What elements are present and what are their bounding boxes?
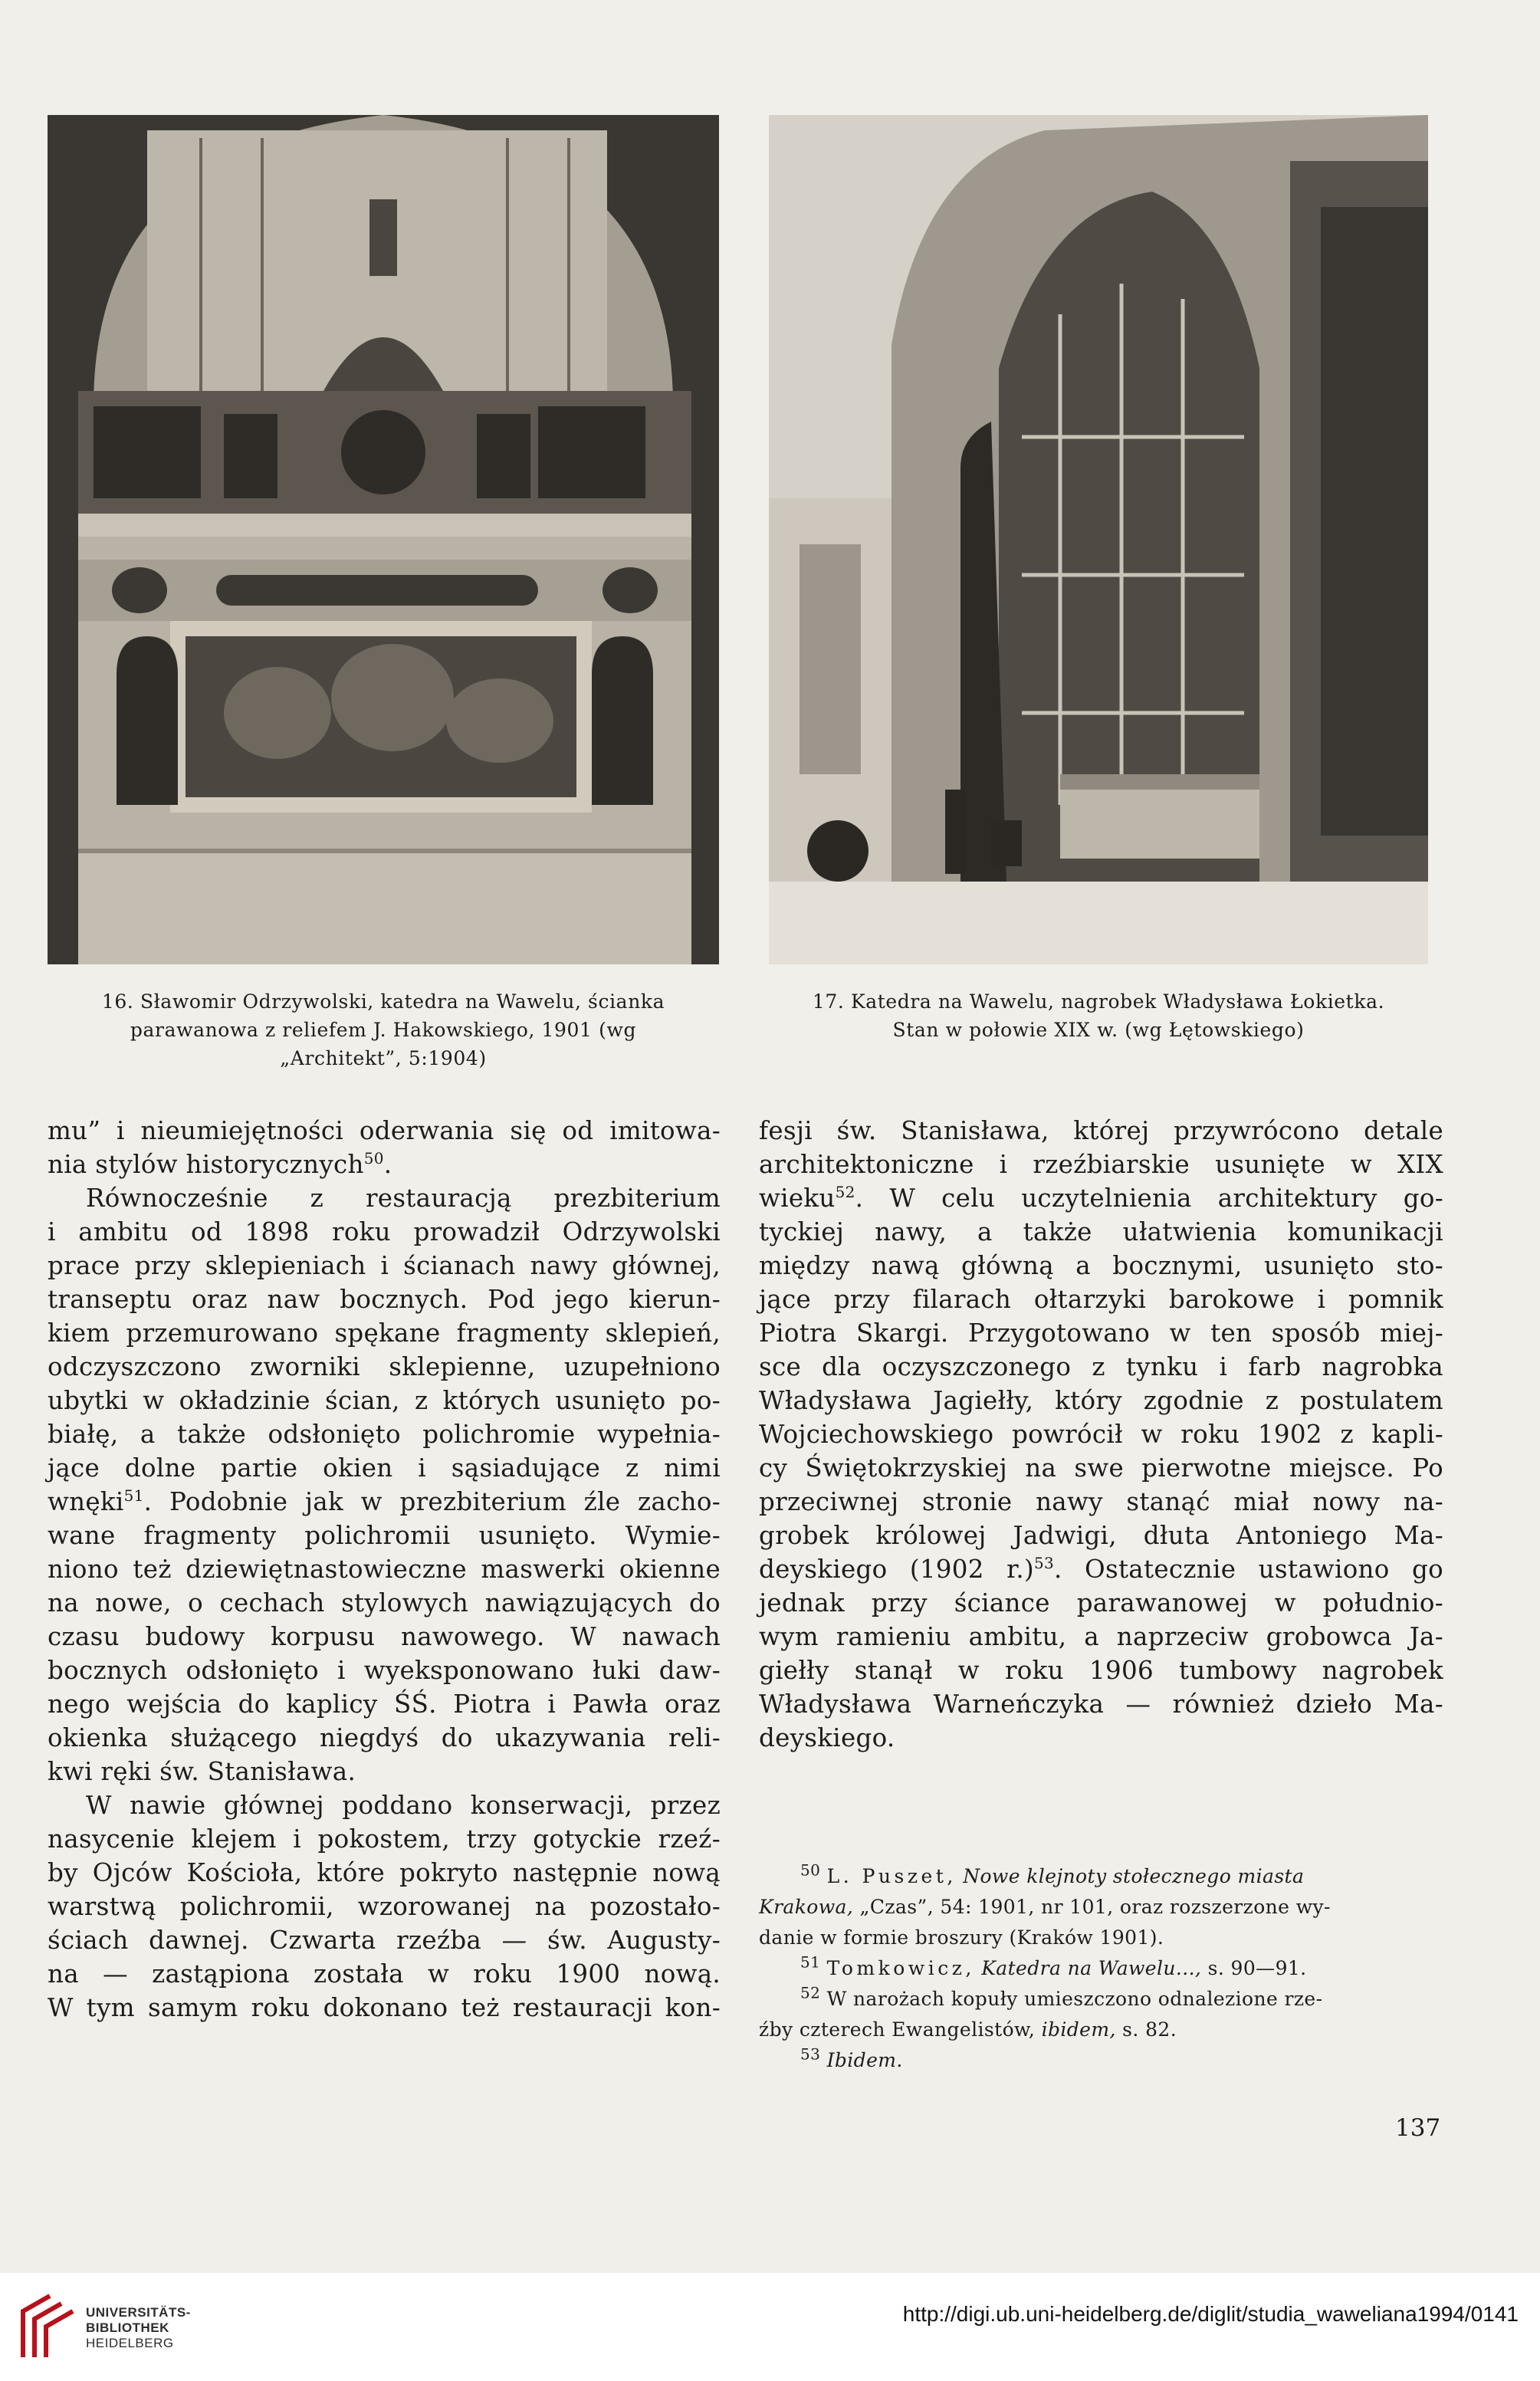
footnote-title: Katedra na Wawelu..., [981, 1957, 1202, 1979]
footnote-line [759, 1953, 1443, 1984]
footnote-number: 53 [800, 2044, 821, 2064]
text-run: nia stylów historycznych [48, 1150, 364, 1179]
text-run: . Podobnie jak w prezbiterium źle zacho- [143, 1487, 721, 1516]
text-run: między nawą główną a bocznymi, usunięto sto- [759, 1251, 1443, 1280]
text-line [48, 1181, 721, 1215]
text-line [48, 1350, 721, 1384]
text-line [759, 1384, 1443, 1417]
text-run: wym ramieniu ambitu, a naprzeciw grobowca Ja- [759, 1622, 1443, 1651]
text-run: Władysława Jagiełły, który zgodnie z postulatem [759, 1386, 1443, 1415]
footnote-text: źby czterech Ewangelistów, [759, 2018, 1042, 2041]
text-run: warstwą polichromii, wzorowanej na pozostało- [48, 1892, 721, 1921]
source-url-link[interactable]: http://digi.ub.uni-heidelberg.de/diglit/studia_waweliana1994/0141 [902, 2302, 1519, 2326]
footnote-ref: 53 [1033, 1554, 1055, 1573]
text-line [48, 1788, 721, 1822]
text-line [759, 1687, 1443, 1721]
text-run: jące przy filarach ołtarzyki barokowe i pomnik [759, 1285, 1443, 1314]
footnote-number: 51 [800, 1952, 821, 1972]
text-run: Władysława Warneńczyka — również dzieło Ma- [759, 1690, 1443, 1719]
text-run: by Ojców Kościoła, które pokryto następnie nową [48, 1858, 721, 1887]
text-run: mu” i nieumiejętności oderwania się od imitowa- [48, 1116, 721, 1145]
text-line [48, 1991, 721, 2025]
text-run: deyskiego (1902 r.) [759, 1555, 1034, 1584]
text-run: wnęki [48, 1487, 124, 1516]
university-library-logo-icon [15, 2288, 77, 2365]
text-run: tyckiej nawy, a także ułatwienia komunikacji [759, 1217, 1443, 1246]
text-run: cy Świętokrzyskiej na swe pierwotne miejsce. Po [759, 1453, 1443, 1483]
text-line [48, 1519, 721, 1552]
text-run: ubytki w okładzinie ścian, z których usunięto po- [48, 1386, 721, 1415]
footnote-line [759, 2015, 1443, 2045]
footnote-number: 52 [800, 1983, 821, 2002]
text-line [759, 1417, 1443, 1451]
text-line [48, 1316, 721, 1350]
footnote-line [759, 1861, 1443, 1892]
text-line [759, 1586, 1443, 1620]
text-line [48, 1552, 721, 1586]
text-run: prace przy sklepieniach i ścianach nawy głównej, [48, 1251, 721, 1280]
footnote-text: danie w formie broszury (Kraków 1901). [759, 1926, 1164, 1949]
footnote-ref: 50 [363, 1149, 384, 1168]
text-line [759, 1350, 1443, 1384]
text-line [48, 1687, 721, 1721]
text-run: okienka służącego niegdyś do ukazywania reli- [48, 1723, 721, 1752]
text-line [48, 1890, 721, 1923]
figure-16-photo [48, 115, 719, 964]
footnote-text: W narożach kopuły umieszczono odnalezione rze- [826, 1988, 1323, 2010]
caption-line: 17. Katedra na Wawelu, nagrobek Władysława Łokietka. [812, 990, 1385, 1013]
text-run: jednak przy ściance parawanowej w południo- [759, 1588, 1443, 1617]
text-run: przeciwnej stronie nawy stanąć miał nowy na- [759, 1487, 1443, 1516]
text-run: . W celu uczytelnienia architektury go- [855, 1184, 1443, 1213]
text-line [759, 1519, 1443, 1552]
text-line [48, 1654, 721, 1687]
text-run: . Ostatecznie ustawiono go [1054, 1555, 1443, 1584]
text-line [759, 1215, 1443, 1249]
text-line [48, 1755, 721, 1788]
text-run: nego wejścia do kaplicy ŚŚ. Piotra i Pawła oraz [48, 1690, 721, 1719]
text-line [759, 1654, 1443, 1687]
text-run: kwi ręki św. Stanisława. [48, 1757, 356, 1786]
text-line [48, 1384, 721, 1417]
footnote-title: Krakowa, [759, 1896, 854, 1918]
caption-line: „Architekt”, 5:1904) [280, 1047, 487, 1069]
text-line [48, 1822, 721, 1856]
text-run: i ambitu od 1898 roku prowadził Odrzywolski [48, 1217, 721, 1246]
text-run: na — zastąpiona została w roku 1900 nową. [48, 1959, 721, 1989]
footnote-text: s. 90—91. [1201, 1957, 1307, 1979]
text-run: na nowe, o cechach stylowych nawiązujących do [48, 1588, 721, 1617]
text-line [48, 1586, 721, 1620]
figure-16-caption [48, 987, 719, 1072]
text-run: Wojciechowskiego powrócił w roku 1902 z kapli- [759, 1420, 1443, 1449]
text-line [759, 1620, 1443, 1654]
text-line [48, 1721, 721, 1755]
text-line [759, 1114, 1443, 1148]
text-line [48, 1620, 721, 1654]
library-logo-text [86, 2305, 191, 2351]
text-line [48, 1856, 721, 1890]
text-run: białę, a także odsłonięto polichromie wypełnia- [48, 1420, 721, 1449]
wall-relief-photo-illustration [48, 115, 719, 964]
text-line [759, 1721, 1443, 1755]
text-line [48, 1923, 721, 1957]
text-line [48, 1249, 721, 1282]
text-run: W nawie głównej poddano konserwacji, przez [86, 1791, 721, 1820]
footnote-author: L. Puszet, [826, 1865, 957, 1887]
text-run: deyskiego. [759, 1723, 895, 1752]
text-line [48, 1451, 721, 1485]
library-footer [0, 2273, 1540, 2381]
text-line [48, 1957, 721, 1991]
text-run: odczyszczono zworniki sklepienne, uzupełniono [48, 1352, 721, 1381]
caption-line: 16. Sławomir Odrzywolski, katedra na Wawelu, ścianka [101, 990, 665, 1013]
cathedral-tomb-drawing-illustration [769, 115, 1428, 964]
text-run: jące dolne partie okien i sąsiadujące z nimi [48, 1453, 721, 1483]
footnote-line [759, 1923, 1443, 1953]
text-run: . [383, 1150, 392, 1179]
text-line [48, 1215, 721, 1249]
text-line [759, 1148, 1443, 1181]
text-run: ściach dawnej. Czwarta rzeźba — św. Augusty- [48, 1926, 721, 1955]
text-line [48, 1485, 721, 1519]
text-line [48, 1148, 721, 1181]
text-run: nasycenie klejem i pokostem, trzy gotyckie rzeź- [48, 1824, 721, 1854]
text-line [48, 1417, 721, 1451]
logo-line: UNIVERSITÄTS- [86, 2305, 191, 2320]
footnote-line [759, 1984, 1443, 2015]
text-line [759, 1316, 1443, 1350]
logo-line: BIBLIOTHEK [86, 2320, 169, 2335]
text-run: architektoniczne i rzeźbiarskie usunięte w XIX [759, 1150, 1443, 1179]
footnote-author: Tomkowicz, [826, 1957, 975, 1979]
text-run: sce dla oczyszczonego z tynku i farb nagrobka [759, 1352, 1443, 1381]
left-text-column [48, 1114, 721, 2025]
footnote-ref: 51 [123, 1486, 144, 1506]
text-line [759, 1451, 1443, 1485]
footnote-title: Ibidem. [826, 2049, 903, 2071]
text-run: wieku [759, 1184, 836, 1213]
logo-line: HEIDELBERG [86, 2336, 174, 2350]
text-line [759, 1282, 1443, 1316]
footnote-number: 50 [800, 1860, 821, 1880]
caption-line: Stan w połowie XIX w. (wg Łętowskiego) [892, 1019, 1305, 1041]
text-line [759, 1249, 1443, 1282]
footnote-title: Nowe klejnoty stołecznego miasta [963, 1865, 1305, 1887]
footnotes [759, 1861, 1443, 2076]
footnote-text: „Czas”, 54: 1901, nr 101, oraz rozszerzone wy- [853, 1896, 1331, 1918]
text-run: grobek królowej Jadwigi, dłuta Antoniego Ma- [759, 1521, 1443, 1550]
text-run: bocznych odsłonięto i wyeksponowano łuki daw- [48, 1656, 721, 1685]
figure-17-caption [769, 987, 1428, 1044]
page-number: 137 [1395, 2114, 1441, 2142]
text-run: transeptu oraz naw bocznych. Pod jego kierun- [48, 1285, 721, 1314]
footnote-text: s. 82. [1115, 2018, 1177, 2041]
right-text-column [759, 1114, 1443, 1755]
footnote-line [759, 2045, 1443, 2076]
text-run: czasu budowy korpusu nawowego. W nawach [48, 1622, 721, 1651]
text-run: Równocześnie z restauracją prezbiterium [86, 1184, 721, 1213]
text-run: W tym samym roku dokonano też restauracji kon- [48, 1993, 721, 2022]
footnote-title: ibidem, [1041, 2018, 1116, 2041]
text-run: kiem przemurowano spękane fragmenty sklepień, [48, 1319, 721, 1348]
text-run: wane fragmenty polichromii usunięto. Wymie- [48, 1521, 721, 1550]
text-line [759, 1485, 1443, 1519]
text-run: niono też dziewiętnastowieczne maswerki okienne [48, 1555, 721, 1584]
caption-line: parawanowa z reliefem J. Hakowskiego, 1901 (wg [130, 1019, 637, 1041]
footnote-line [759, 1892, 1443, 1923]
text-line [759, 1552, 1443, 1586]
figure-17-photo [769, 115, 1428, 964]
text-run: Piotra Skargi. Przygotowano w ten sposób miej- [759, 1319, 1443, 1348]
text-line [759, 1181, 1443, 1215]
footnote-ref: 52 [835, 1183, 855, 1202]
text-run: fesji św. Stanisława, której przywrócono detale [759, 1116, 1443, 1145]
text-line [48, 1114, 721, 1148]
text-line [48, 1282, 721, 1316]
text-run: giełły stanął w roku 1906 tumbowy nagrobek [759, 1656, 1443, 1685]
